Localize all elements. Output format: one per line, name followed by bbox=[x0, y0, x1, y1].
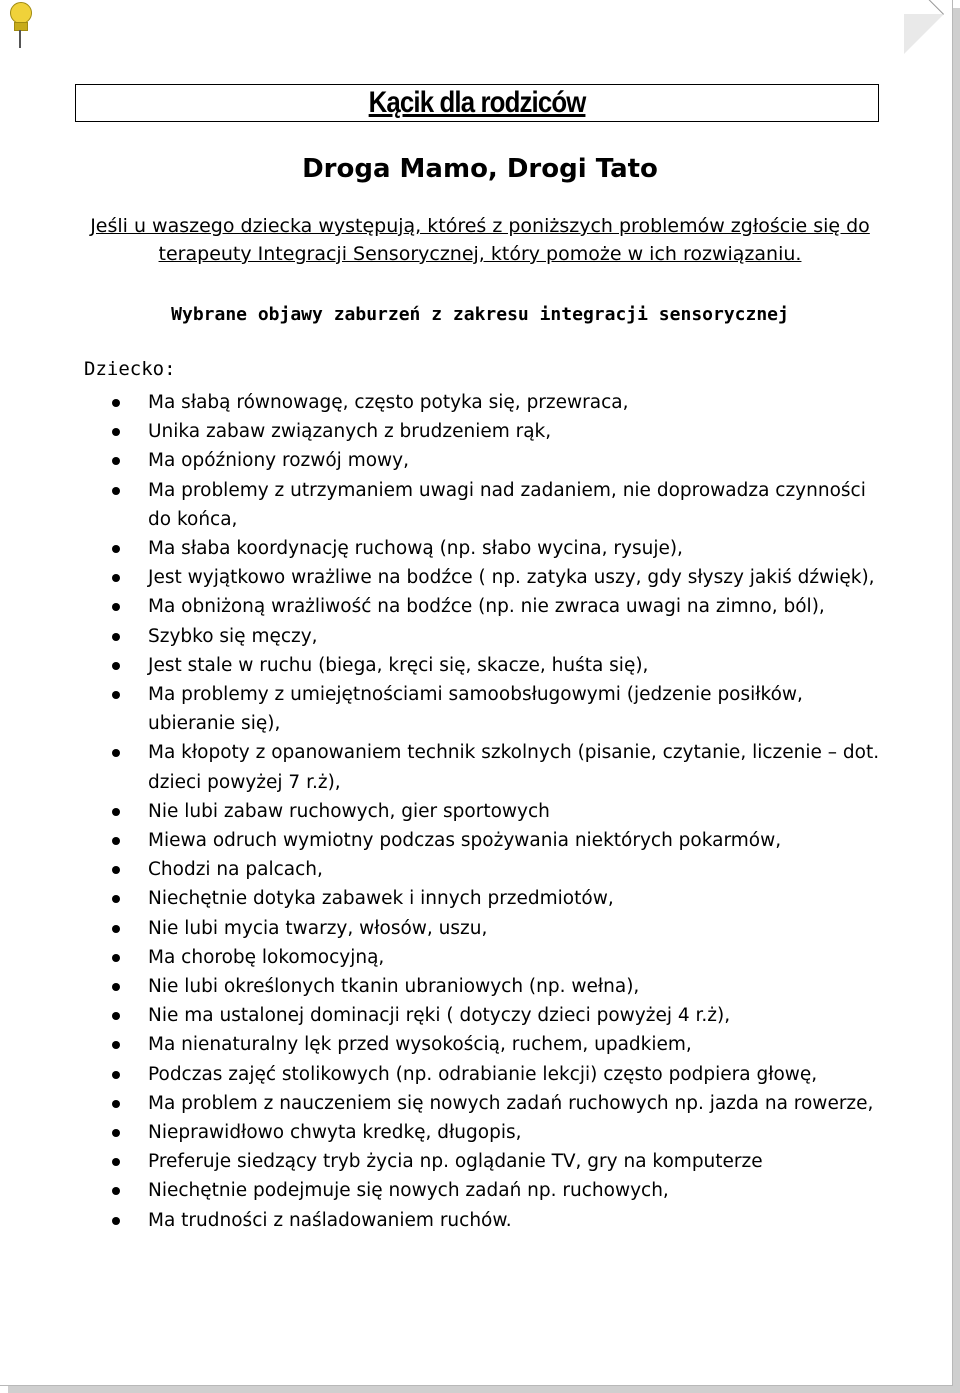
list-item: Jest wyjątkowo wrażliwe na bodźce ( np. zatyka uszy, gdy słyszy jakiś dźwięk), bbox=[108, 563, 888, 592]
list-item: Ma opóźniony rozwój mowy, bbox=[108, 446, 888, 475]
list-item: Niechętnie dotyka zabawek i innych przedmiotów, bbox=[108, 884, 888, 913]
greeting-heading: Droga Mamo, Drogi Tato bbox=[302, 154, 658, 184]
list-item: Miewa odruch wymiotny podczas spożywania niektórych pokarmów, bbox=[108, 826, 888, 855]
list-item: Ma problem z nauczeniem się nowych zadań ruchowych np. jazda na rowerze, bbox=[108, 1089, 888, 1118]
title-box bbox=[75, 84, 879, 122]
list-item: Nie ma ustalonej dominacji ręki ( dotyczy dzieci powyżej 4 r.ż), bbox=[108, 1001, 888, 1030]
list-item: Ma problemy z umiejętnościami samoobsługowymi (jedzenie posiłków, ubieranie się), bbox=[108, 680, 888, 738]
section-subtitle: Wybrane objawy zaburzeń z zakresu integracji sensorycznej bbox=[171, 304, 789, 325]
page-curl-edge bbox=[903, 0, 944, 15]
list-item: Nie lubi mycia twarzy, włosów, uszu, bbox=[108, 914, 888, 943]
list-item: Ma słaba koordynację ruchową (np. słabo wycina, rysuje), bbox=[108, 534, 888, 563]
list-item: Ma nienaturalny lęk przed wysokością, ruchem, upadkiem, bbox=[108, 1030, 888, 1059]
page-curl-corner bbox=[904, 14, 944, 54]
pushpin-icon bbox=[8, 2, 32, 50]
list-item: Ma kłopoty z opanowaniem technik szkolnych (pisanie, czytanie, liczenie – dot. dzieci powyżej 7 r.ż), bbox=[108, 738, 888, 796]
list-item: Ma słabą równowagę, często potyka się, przewraca, bbox=[108, 388, 888, 417]
list-item: Szybko się męczy, bbox=[108, 622, 888, 651]
list-item: Niechętnie podejmuje się nowych zadań np. ruchowych, bbox=[108, 1176, 888, 1205]
list-label: Dziecko: bbox=[84, 358, 176, 380]
list-item: Nie lubi zabaw ruchowych, gier sportowych bbox=[108, 797, 888, 826]
list-item: Unika zabaw związanych z brudzeniem rąk, bbox=[108, 417, 888, 446]
list-item: Preferuje siedzący tryb życia np. oglądanie TV, gry na komputerze bbox=[108, 1147, 888, 1176]
page-title: Kącik dla rodziców bbox=[368, 86, 586, 119]
list-item: Nie lubi określonych tkanin ubraniowych (np. wełna), bbox=[108, 972, 888, 1001]
page-shadow-right bbox=[952, 8, 960, 1393]
list-item: Podczas zajęć stolikowych (np. odrabianie lekcji) często podpiera głowę, bbox=[108, 1060, 888, 1089]
list-item: Ma obniżoną wrażliwość na bodźce (np. nie zwraca uwagi na zimno, ból), bbox=[108, 592, 888, 621]
list-item: Chodzi na palcach, bbox=[108, 855, 888, 884]
list-item: Nieprawidłowo chwyta kredkę, długopis, bbox=[108, 1118, 888, 1147]
intro-paragraph: Jeśli u waszego dziecka występują, któreś z poniższych problemów zgłoście się do terapeuty Integracji Sensorycznej, który pomoże w ich rozwiązaniu. bbox=[90, 215, 870, 265]
page-shadow-bottom bbox=[8, 1385, 960, 1393]
list-item: Ma chorobę lokomocyjną, bbox=[108, 943, 888, 972]
list-item: Ma trudności z naśladowaniem ruchów. bbox=[108, 1206, 888, 1235]
list-item: Jest stale w ruchu (biega, kręci się, skacze, huśta się), bbox=[108, 651, 888, 680]
list-item: Ma problemy z utrzymaniem uwagi nad zadaniem, nie doprowadza czynności do końca, bbox=[108, 476, 888, 534]
symptom-list bbox=[108, 388, 888, 1235]
